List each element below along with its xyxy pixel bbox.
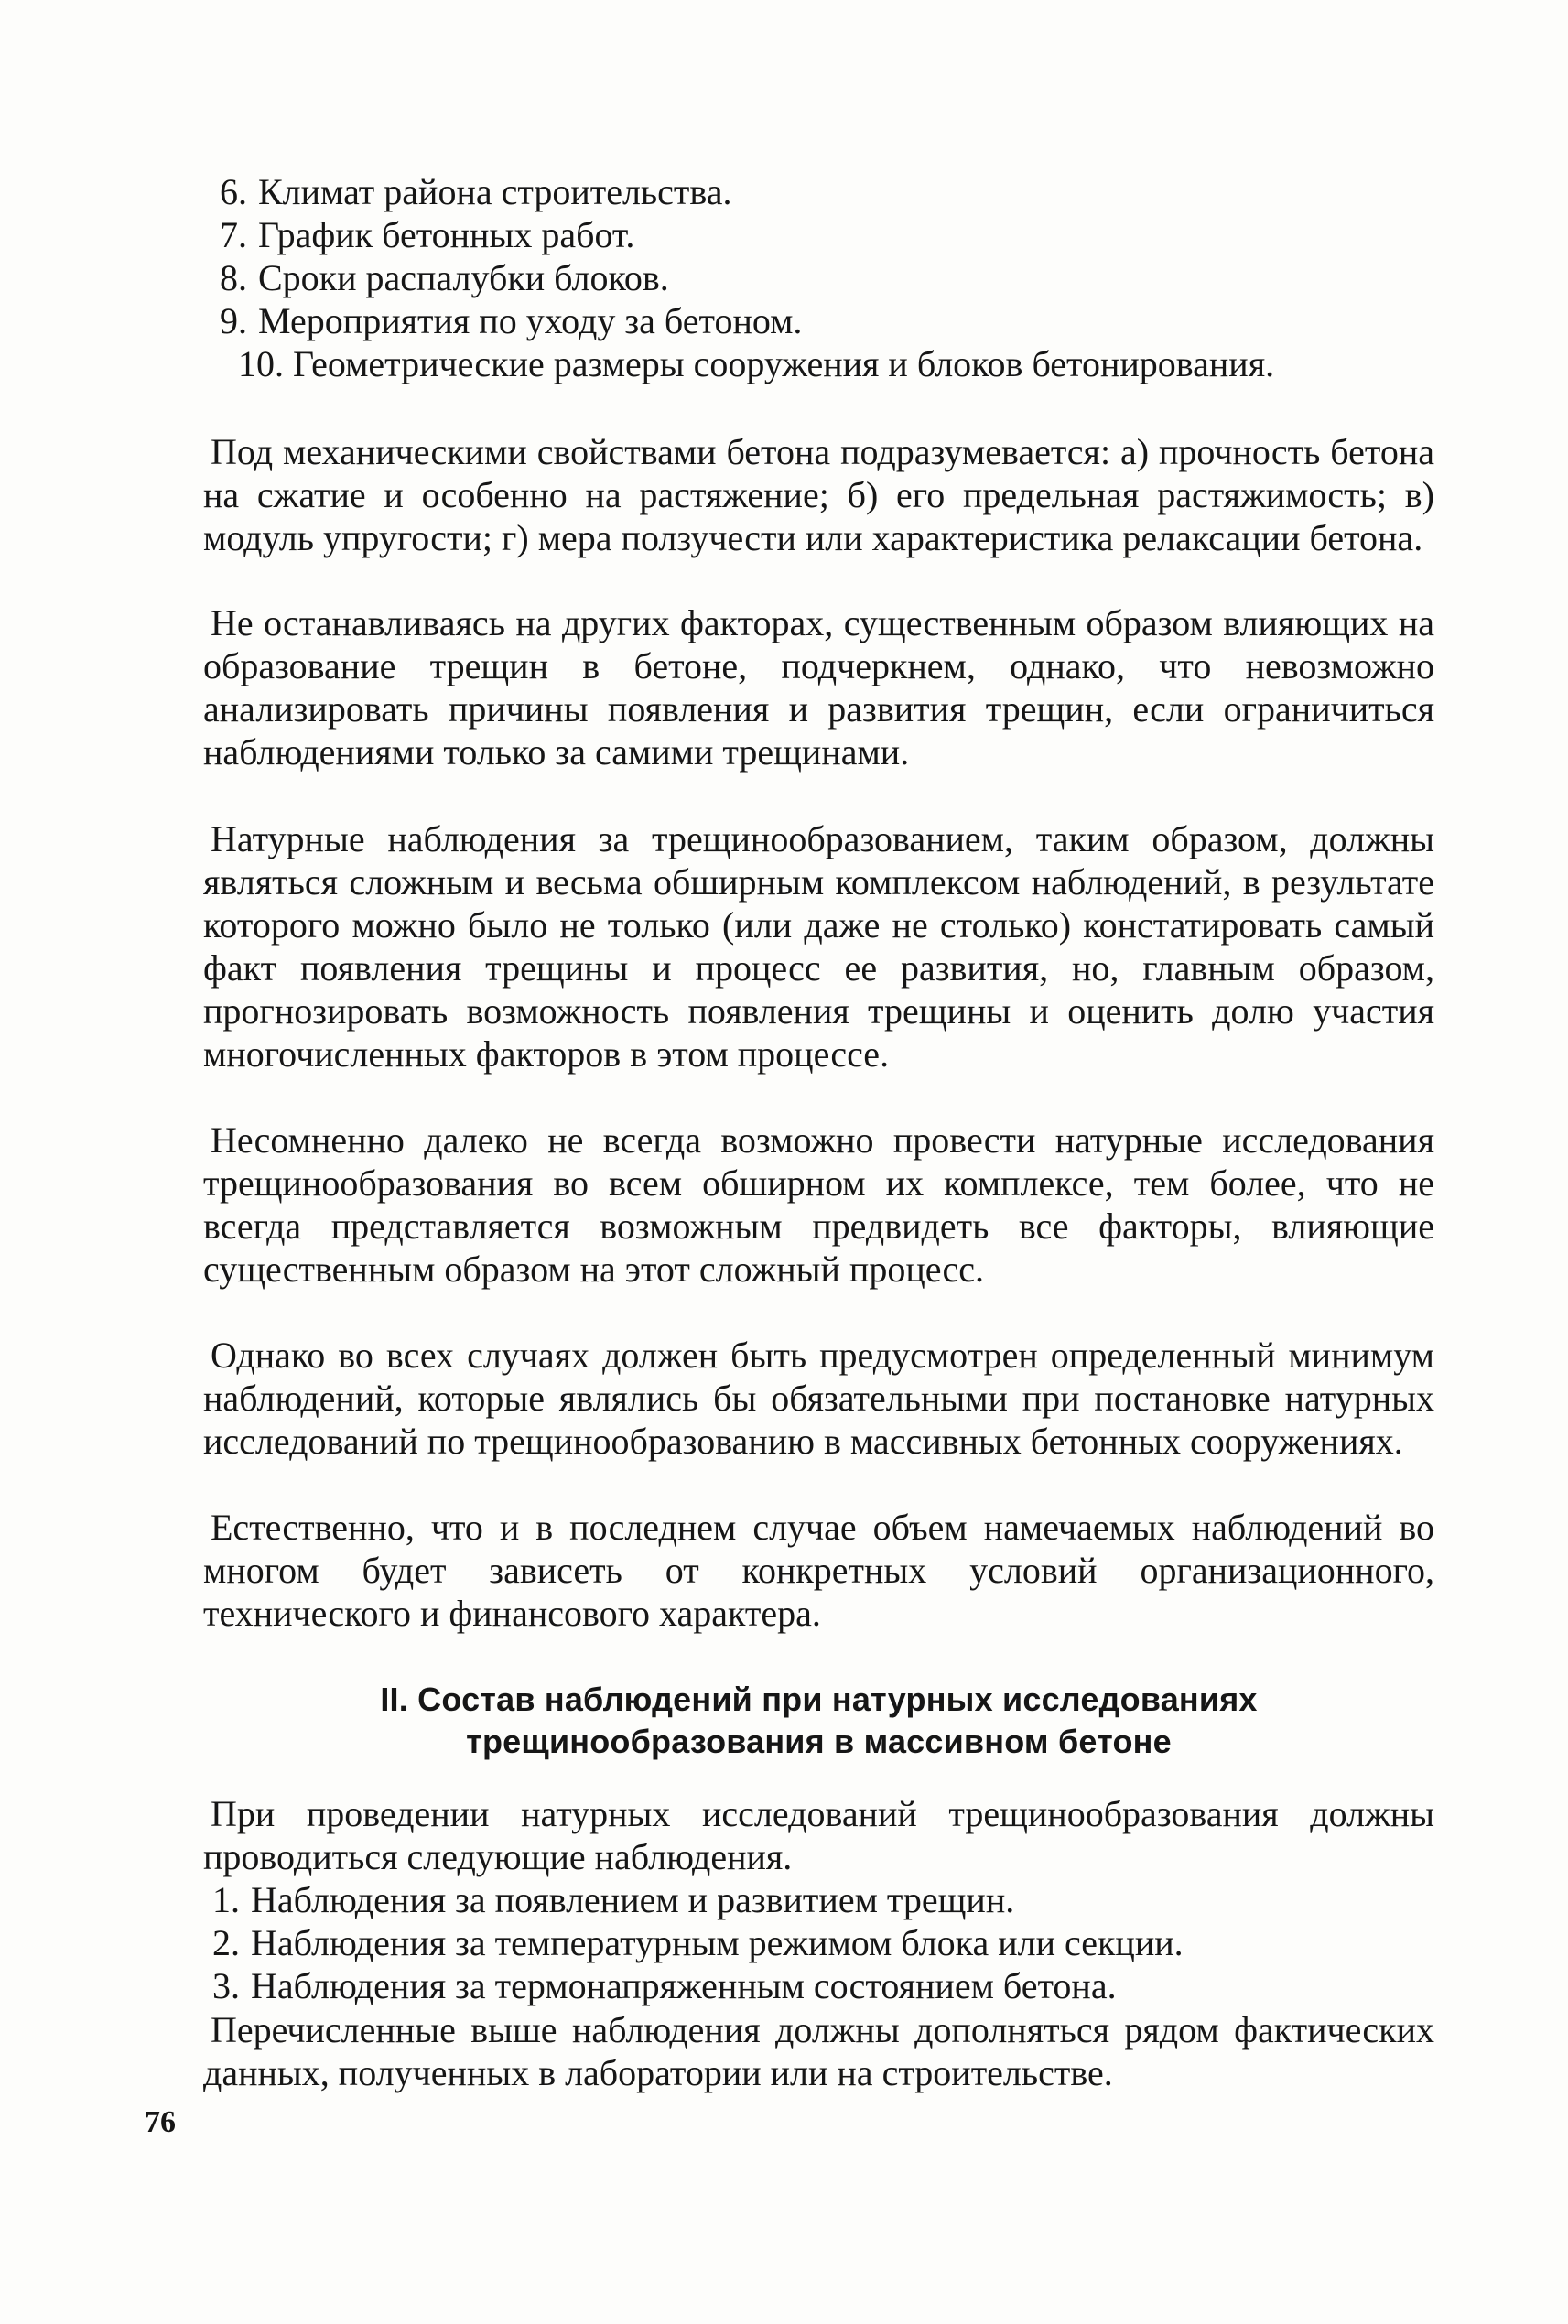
list-item [203, 1964, 1434, 2007]
paragraph-text: Перечисленные выше наблюдения должны дополняться рядом фактических данных, полученных в лаборатории или на строительстве. [203, 2009, 1434, 2093]
list-item-number: 3. [212, 1965, 240, 2006]
list-item-text: График бетонных работ. [258, 214, 635, 255]
list-item [203, 299, 1434, 342]
paragraph [203, 1119, 1434, 1291]
paragraph-text: Натурные наблюдения за трещинообразованием, таким образом, должны являться сложным и весьма обширным комплексом наблюдений, в результате которого можно было не только (или даже не столько) констатировать самый факт появления трещины и процесс ее развития, но, главным образом, прогнозировать возможность появления трещины и оценить долю участия многочисленных факторов в этом процессе. [203, 818, 1434, 1075]
top-numbered-list [203, 170, 1434, 342]
paragraph [203, 2008, 1434, 2094]
list-item [203, 170, 1434, 213]
bottom-numbered-list [203, 1878, 1434, 2007]
section-heading-line: трещинообразования в массивном бетоне [466, 1723, 1172, 1760]
paragraph [203, 601, 1434, 773]
paragraph [203, 430, 1434, 559]
list-item [203, 1921, 1434, 1964]
section-heading-line: II. Состав наблюдений при натурных исследованиях [380, 1681, 1258, 1718]
list-item-number: 10. [238, 343, 284, 384]
list-item [203, 1878, 1434, 1921]
list-item [203, 213, 1434, 256]
list-item-text: Мероприятия по уходу за бетоном. [258, 300, 803, 341]
paragraph-text: Под механическими свойствами бетона подразумевается: а) прочность бетона на сжатие и особенно на растяжение; б) его предельная растяжимость; в) модуль упругости; г) мера ползучести или характеристика релаксации бетона. [203, 431, 1434, 558]
paragraph-text: Естественно, что и в последнем случае объем намечаемых наблюдений во многом будет зависеть от конкретных условий организационного, технического и финансового характера. [203, 1507, 1434, 1634]
list-item-text [203, 342, 1434, 385]
list-item-text: Наблюдения за термонапряженным состоянием бетона. [251, 1965, 1117, 2006]
paragraph-text: Несомненно далеко не всегда возможно провести натурные исследования трещинообразования во всем обширном их комплексе, тем более, что не всегда представляется возможным предвидеть все факторы, влияющие существенным образом на этот сложный процесс. [203, 1119, 1434, 1290]
list-item-number: 6. [220, 171, 247, 212]
list-item-number: 1. [212, 1879, 240, 1920]
list-item-number: 8. [220, 257, 247, 298]
paragraph [203, 817, 1434, 1076]
paragraph-text: Однако во всех случаях должен быть предусмотрен определенный минимум наблюдений, которые являлись бы обязательными при постановке натурных исследований по трещинообразованию в массивных бетонных сооружениях. [203, 1335, 1434, 1462]
list-item-text: Сроки распалубки блоков. [258, 257, 669, 298]
paragraph [203, 1334, 1434, 1463]
list-item-number: 9. [220, 300, 247, 341]
paragraph [203, 1506, 1434, 1635]
list-item-text: Наблюдения за температурным режимом блока или секции. [251, 1922, 1184, 1963]
list-item [203, 256, 1434, 299]
list-item-number: 2. [212, 1922, 240, 1963]
page-number: 76 [145, 2105, 176, 2139]
list-item-text: Наблюдения за появлением и развитием трещин. [251, 1879, 1015, 1920]
paragraph [203, 1792, 1434, 1878]
paragraph-text: Не останавливаясь на других факторах, существенным образом влияющих на образование трещин в бетоне, подчеркнем, однако, что невозможно анализировать причины появления и развития трещин, если ограничиться наблюдениями только за самими трещинами. [203, 602, 1434, 773]
paragraph-text: При проведении натурных исследований трещинообразования должны проводиться следующие наблюдения. [203, 1793, 1434, 1877]
section-heading [203, 1679, 1434, 1763]
list-item-body: Геометрические размеры сооружения и блоков бетонирования. [293, 343, 1275, 384]
list-item-number: 7. [220, 214, 247, 255]
list-item-text: Климат района строительства. [258, 171, 732, 212]
list-item-wrapped [203, 342, 1434, 385]
